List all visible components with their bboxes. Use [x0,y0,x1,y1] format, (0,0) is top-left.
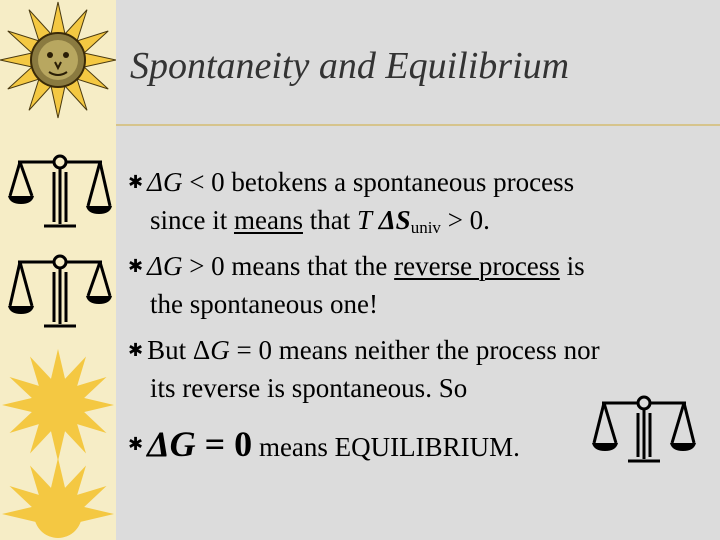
bullet-icon: ✱ [128,340,144,361]
bullet-1-line-2: since it means that T $\Delta S_{univ} > 0$. [150,205,490,237]
bullet-2-line-2: the spontaneous one! [150,289,378,319]
bullet-4-line-1: ✱ ΔG = 0 means EQUILIBRIUM. [128,424,520,464]
slide-title: Spontaneity and Equilibrium [130,45,570,87]
bullet-1-line-1: ✱ ΔG < 0 betokens a spontaneous process [128,167,575,197]
bullet-3-line-2: its reverse is spontaneous. So [150,373,468,403]
sun-icon [0,0,116,120]
bullet-3-line-1: ✱ But ΔG = 0 means neither the process nor [128,335,600,365]
bullet-icon: ✱ [128,434,144,455]
bullet-icon: ✱ [128,172,144,193]
title-divider [116,124,720,126]
bullet-icon: ✱ [128,256,144,277]
balance-scale-icon [592,385,696,469]
balance-scale-icon [8,140,112,236]
sun-icon [0,450,116,540]
bullet-2-line-1: ✱ ΔG > 0 means that the reverse process is [128,251,585,281]
sun-icon [0,345,116,465]
balance-scale-icon [8,240,112,336]
